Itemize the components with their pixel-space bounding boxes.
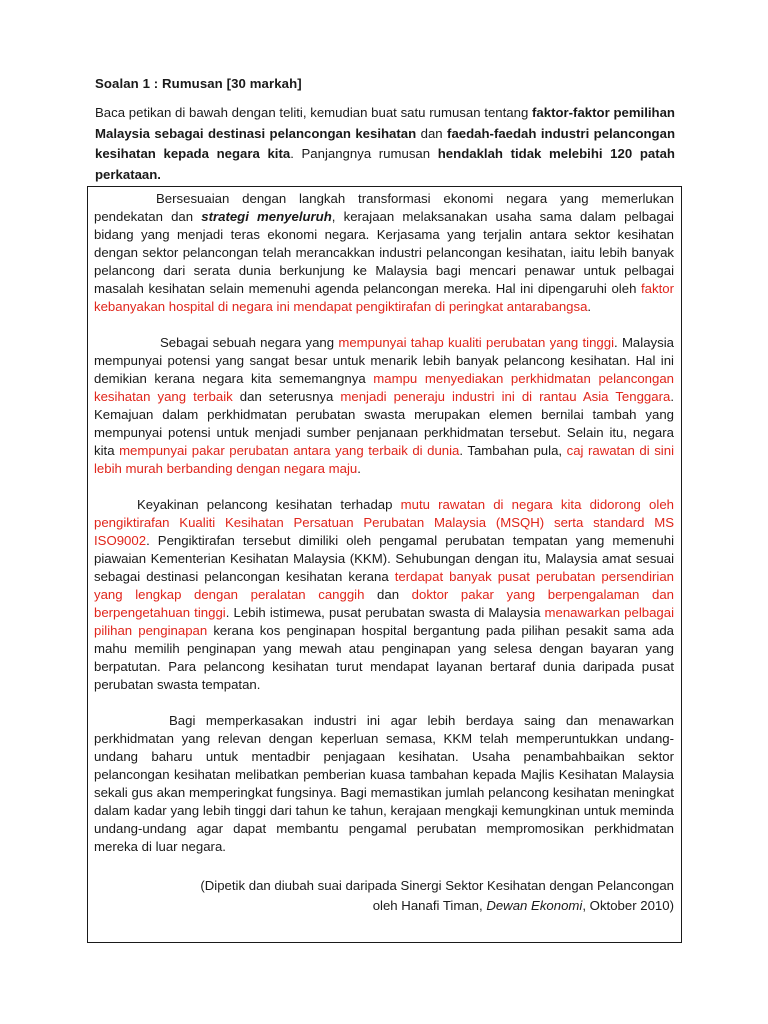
- p3-text-c: dan: [364, 587, 412, 602]
- source-publication: Dewan Ekonomi: [486, 898, 583, 913]
- p2-text-a: Sebagai sebuah negara yang: [160, 335, 339, 350]
- source-citation: [94, 876, 674, 916]
- p3-text-a: Keyakinan pelancong kesihatan terhadap: [137, 497, 401, 512]
- question-title: Soalan 1 : Rumusan [30 markah]: [95, 76, 302, 91]
- p1-text-c: .: [587, 299, 592, 314]
- source-author: oleh Hanafi Timan,: [372, 898, 487, 913]
- instructions-text-3: . Panjangnya rumusan: [290, 146, 438, 161]
- p2-text-b: . Malaysia mempunyai potensi yang sangat besar untuk menarik lebih banyak pelancong kesihatan. Hal ini demikian kerana negara kita sememangnya: [94, 335, 674, 386]
- p3-highlight-2: terdapat banyak pusat perubatan persendirian yang lengkap dengan peralatan canggih: [94, 569, 674, 602]
- passage: [94, 190, 674, 856]
- source-date: , Oktober 2010): [582, 898, 674, 913]
- source-line-2: [94, 896, 674, 916]
- p3-text-e: kerana kos penginapan hospital bergantung pada pilihan pesakit sama ada mahu memilih penginapan yang mewah atau penginapan yang selesa dengan bayaran yang berpatutan. Para pelancong kesihatan turut mendapat layanan bertaraf dunia daripada pusat perubatan swasta tempatan.: [94, 623, 674, 692]
- instructions: [95, 103, 675, 185]
- p1-highlight-1: faktor kebanyakan hospital di negara ini mendapat pengiktirafan di peringkat antarabangsa: [94, 281, 674, 314]
- p3-highlight-4: menawarkan pelbagai pilihan penginapan: [94, 605, 675, 638]
- p2-text-f: .: [357, 461, 361, 476]
- paragraph-3: [94, 496, 674, 694]
- paragraph-2: [94, 334, 674, 478]
- p2-text-c: dan seterusnya: [232, 389, 341, 404]
- p2-highlight-3: menjadi peneraju industri ini di rantau Asia Tenggara: [340, 389, 671, 404]
- p2-highlight-2: mampu menyediakan perkhidmatan pelancongan kesihatan yang terbaik: [94, 371, 674, 404]
- instructions-text-1: Baca petikan di bawah dengan teliti, kemudian buat satu rumusan tentang: [95, 105, 533, 120]
- p3-text-d: . Lebih istimewa, pusat perubatan swasta di Malaysia: [225, 605, 545, 620]
- source-line-1: (Dipetik dan diubah suai daripada Sinergi Sektor Kesihatan dengan Pelancongan: [200, 878, 674, 893]
- p1-emphasis: strategi menyeluruh: [201, 209, 332, 224]
- p2-text-d: . Kemajuan dalam perkhidmatan perubatan swasta merupakan elemen bernilai tambah yang mempunyai potensi untuk menjadi sumber penjanaan perkhidmatan tersebut. Selain itu, negara kita: [94, 389, 674, 458]
- paragraph-4: [94, 712, 674, 856]
- instructions-bold-2: faedah-faedah industri pelancongan kesihatan kepada negara kita: [95, 125, 675, 161]
- p2-highlight-5: caj rawatan di sini lebih murah berbanding dengan negara maju: [94, 443, 674, 476]
- p1-text-b: , kerajaan melaksanakan usaha sama dalam pelbagai bidang yang menjadi teras ekonomi negara. Kerjasama yang terjalin antara sektor kesihatan dengan sektor pelancongan telah merancakkan industri pelancongan kesihatan, iaitu lebih banyak pelancong dari serata dunia berkunjung ke Malaysia bagi mencari penawar untuk pelbagai masalah kesihatan selain memenuhi agenda pelancongan mereka. Hal ini dipengaruhi oleh: [94, 209, 674, 296]
- p1-text-a: Bersesuaian dengan langkah transformasi ekonomi negara yang memerlukan pendekatan dan: [94, 191, 674, 224]
- p2-text-e: . Tambahan pula,: [459, 443, 567, 458]
- paragraph-1: [94, 190, 674, 316]
- p3-text-b: . Pengiktirafan tersebut dimiliki oleh pengamal perubatan tempatan yang memenuhi piawaian Kementerian Kesihatan Malaysia (KKM). Sehubungan dengan itu, Malaysia amat sesuai sebagai destinasi pelancongan kesihatan kerana: [94, 533, 674, 584]
- p3-highlight-3: doktor pakar yang berpengalaman dan berpengetahuan tinggi: [94, 587, 675, 620]
- p2-highlight-4: mempunyai pakar perubatan antara yang terbaik di dunia: [119, 443, 460, 458]
- instructions-bold-3: hendaklah tidak melebihi 120 patah perkataan.: [95, 146, 675, 182]
- instructions-text-2: dan: [416, 125, 448, 141]
- p3-highlight-1: mutu rawatan di negara kita didorong oleh pengiktirafan Kualiti Kesihatan Persatuan Perubatan Malaysia (MSQH) serta standard MS ISO9002: [94, 497, 674, 548]
- p2-highlight-1: mempunyai tahap kualiti perubatan yang tinggi: [338, 335, 615, 350]
- p4-text: Bagi memperkasakan industri ini agar lebih berdaya saing dan menawarkan perkhidmatan yang relevan dengan keperluan semasa, KKM telah memperuntukkan undang-undang baharu untuk mentadbir penjagaan kesihatan. Usaha penambahbaikan sektor pelancongan kesihatan melibatkan pemberian kuasa tambahan kepada Majlis Kesihatan Malaysia sekali gus akan memperingkat fungsinya. Bagi memastikan jumlah pelancong kesihatan meningkat dalam kadar yang lebih tinggi dari tahun ke tahun, kerajaan mengkaji kemungkinan untuk meminda undang-undang agar dapat membantu pengamal perubatan mempromosikan perkhidmatan mereka di luar negara.: [94, 713, 674, 854]
- instructions-bold-1: faktor-faktor pemilihan Malaysia sebagai destinasi pelancongan kesihatan: [95, 105, 675, 141]
